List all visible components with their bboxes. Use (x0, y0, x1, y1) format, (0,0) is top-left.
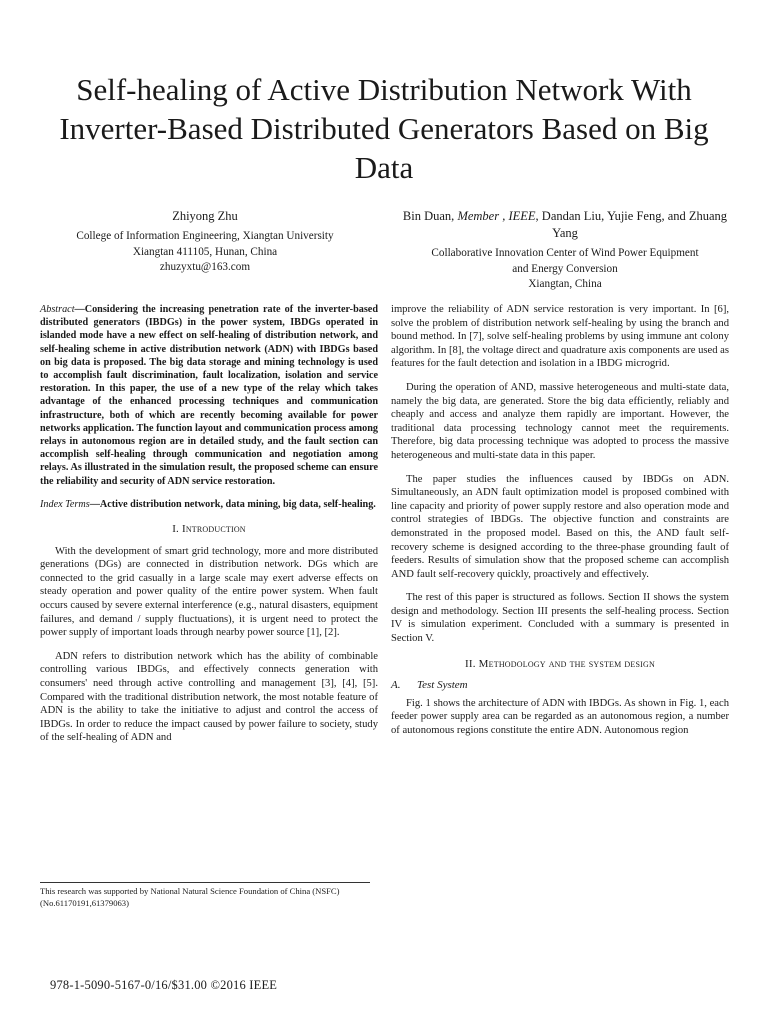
subsection-number: A. (391, 679, 401, 692)
author-name-part: Bin Duan, (402, 209, 458, 223)
author-block-right (395, 208, 735, 293)
affiliation-line: Collaborative Innovation Center of Wind Power Equipment (431, 247, 699, 259)
index-terms-text: —Active distribution network, data mining, big data, self-healing. (89, 498, 376, 510)
affiliation-line: and Energy Conversion (512, 262, 618, 275)
author-name-part: , Dandan Liu, Yujie Feng, and Zhuang Yang (535, 209, 728, 240)
footnote-divider (40, 882, 370, 883)
author-membership: Member , IEEE (457, 209, 536, 223)
abstract-lead: Abstract (40, 304, 75, 315)
author-names (395, 208, 735, 242)
left-column (40, 303, 378, 755)
paper-title: Self-healing of Active Distribution Network With Inverter-Based Distributed Generators Based on Big Data (59, 72, 709, 185)
right-column (391, 303, 729, 748)
paragraph: ADN refers to distribution network which has the ability of combinable controlling various IBDGs, and effectively connects generation with consumers' need through active controlling and management [3], [4], [5]. Compared with the traditional distribution network, the most notable feature of ADN is the ability to take the initiative to adjust and control the access of IBDGs. In order to reduce the impact caused by power failure to society, study of the self-healing of ADN and (40, 650, 378, 744)
index-terms (40, 498, 378, 511)
subsection-heading-test-system (391, 679, 729, 693)
index-terms-lead: Index Terms (40, 498, 90, 510)
affiliation-line: College of Information Engineering, Xiangtan University (76, 230, 334, 242)
paragraph: The paper studies the influences caused by IBDGs on ADN. Simultaneously, an ADN fault optimization model is proposed combined with line capacity and priority of power supply restore and also operation mode and control strategies of IBDGs. The objective function and constraints are demonstrated in the proposed model. Based on this, the AND fault self- recovery scheme is designed according to the three-phase grounding fault of feeders. Results of simulation show that the proposed scheme can accomplish AND fault self-recovery quickly, proactively and effectively. (391, 473, 729, 580)
subsection-title: Test System (417, 679, 468, 692)
author-block-left (40, 208, 370, 276)
footnote: This research was supported by National Natural Science Foundation of China (NSFC) (No.61170191,61379063) (40, 886, 340, 908)
paragraph: improve the reliability of ADN service restoration is very important. In [6], solve the problem of distribution network self-healing by using the branch and bound method. In [7], solve self-healing problems by using immune ant colony algorithm. In [8], the voltage direct and quadrature axis components are used as features for the fault detection and isolation in a IBDG microgrid. (391, 304, 729, 370)
section-heading-introduction: I. Introduction (172, 523, 246, 536)
abstract-text: —Considering the increasing penetration rate of the inverter-based distributed generators (IBDGs) in the power system, IBDGs operated in islanded mode have a new effect on self-healing of distribution network, and self-healing scheme in active distribution network (ADN) with IBDGs based on big data is proposed. The big data storage and mining technology is used to accomplish fault discrimination, fault localization, isolation and service restoration. In this paper, the use of a new type of the relay which takes advantage of the enhanced processing techniques and communication infrastructure, both of which are recently becoming available for power networks application. The function layout and communication process among relays in autonomous region are in detailed study, and the fault section can accomplish self-healing through communication and negotiation among relays. As illustrated in the simulation result, the proposed scheme can ensure the reliability and security of ADN service restoration. (40, 304, 378, 487)
abstract (40, 303, 378, 488)
section-heading-methodology: II. Methodology and the system design (465, 657, 655, 670)
paragraph: During the operation of AND, massive heterogeneous and multi-state data, namely the big data, are generated. Store the big data efficiently, reliably and cheaply and access and analyze them rapidly are important. However, the traditional data processing technology cannot meet the requirements. Therefore, big data processing technique was adopted to process the massive heterogeneous and multi-state data in this paper. (391, 381, 729, 461)
paragraph: Fig. 1 shows the architecture of ADN with IBDGs. As shown in Fig. 1, each feeder power supply area can be regarded as an autonomous region, a number of autonomous regions constitute the entire ADN. Autonomous region (391, 697, 729, 737)
author-email: zhuzyxtu@163.com (159, 261, 251, 273)
affiliation-line: Xiangtan, China (528, 278, 602, 290)
paragraph: With the development of smart grid technology, more and more distributed generations (DGs) are connected in distribution network. DGs which are connected to the grid casually in a large scale may exert adverse effects on steady operation and power quality of the entire power system. When fault occurs caused by severe external interference (e.g., natural disasters, equipment failures, and demand / supply fluctuations), it is urgent need to protect the power supply of important loads through nearby power source [1], [2]. (40, 545, 378, 639)
footer-copyright: 978-1-5090-5167-0/16/$31.00 ©2016 IEEE (50, 978, 278, 992)
paragraph: The rest of this paper is structured as follows. Section II shows the system design and methodology. Section III presents the self-healing process. Section IV is simulation experiment. Concluded with a summary is presented in Section V. (391, 592, 729, 645)
author-name: Zhiyong Zhu (172, 209, 238, 223)
affiliation-line: Xiangtan 411105, Hunan, China (132, 245, 278, 258)
